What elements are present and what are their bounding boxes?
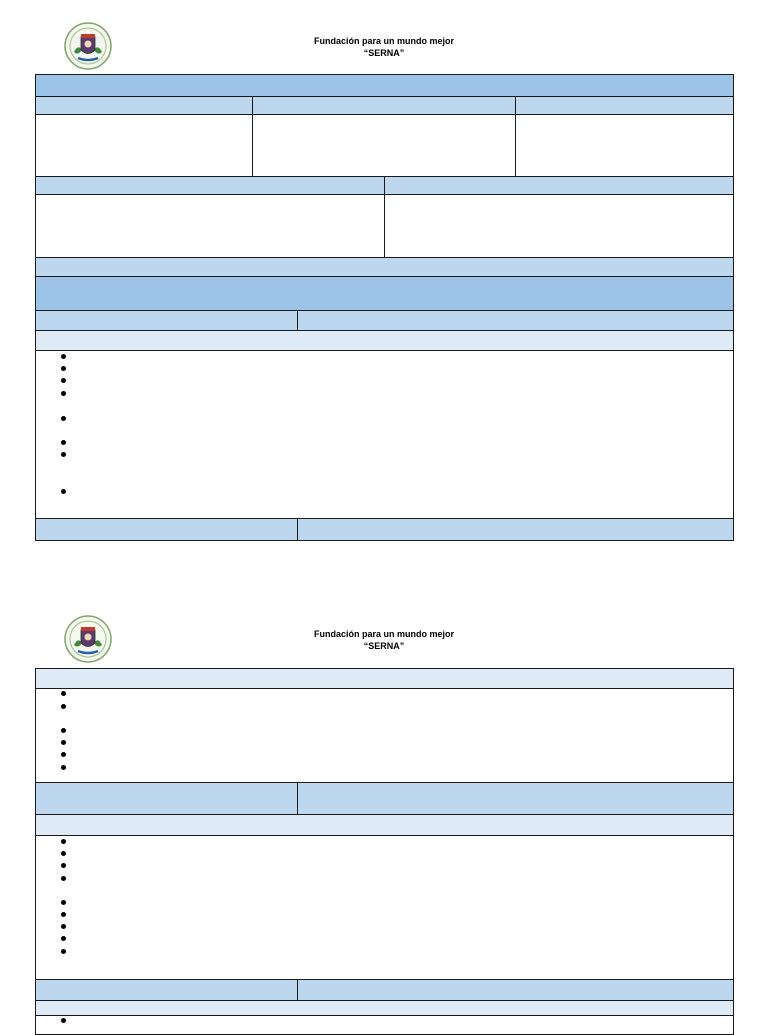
field-header-cell [297, 310, 734, 331]
field-header-cell [35, 518, 298, 541]
foundation-seal-logo [64, 22, 112, 70]
list-header-cell [35, 814, 734, 836]
bullet-list-cell[interactable] [35, 350, 734, 519]
field-value-cell[interactable] [35, 114, 253, 177]
list-bullet [61, 900, 66, 905]
field-header-cell [515, 96, 734, 115]
field-value-cell[interactable] [515, 114, 734, 177]
organization-acronym: “SERNA” [363, 48, 405, 58]
field-value-cell[interactable] [252, 114, 516, 177]
list-bullet [61, 752, 66, 757]
organization-name: Fundación para un mundo mejor [313, 36, 454, 46]
field-header-cell [35, 310, 298, 331]
field-header-cell [35, 782, 298, 815]
list-bullet [61, 452, 66, 457]
list-header-cell [35, 668, 734, 689]
section-header-cell [35, 257, 734, 277]
field-header-cell [252, 96, 516, 115]
field-header-cell [35, 979, 298, 1001]
list-bullet [61, 851, 66, 856]
list-bullet [61, 740, 66, 745]
list-bullet [61, 691, 66, 696]
field-header-cell [35, 96, 253, 115]
organization-name: Fundación para un mundo mejor [313, 629, 454, 639]
section-title-cell [35, 74, 734, 97]
field-header-cell [297, 979, 734, 1001]
list-bullet [61, 949, 66, 954]
list-bullet [61, 704, 66, 709]
list-bullet [61, 489, 66, 494]
field-value-cell[interactable] [35, 194, 385, 258]
organization-acronym: “SERNA” [363, 641, 405, 651]
list-bullet [61, 391, 66, 396]
page-header [284, 628, 484, 652]
bullet-list-cell[interactable] [35, 1015, 734, 1035]
list-bullet [61, 354, 66, 359]
list-bullet [61, 924, 66, 929]
page-header [284, 35, 484, 59]
list-bullet [61, 366, 66, 371]
field-header-cell [297, 782, 734, 815]
list-bullet [61, 839, 66, 844]
list-bullet [61, 440, 66, 445]
list-bullet [61, 416, 66, 421]
list-bullet [61, 378, 66, 383]
list-bullet [61, 876, 66, 881]
bullet-list-cell[interactable] [35, 835, 734, 980]
list-header-cell [35, 330, 734, 351]
list-bullet [61, 1018, 66, 1023]
list-bullet [61, 728, 66, 733]
field-header-cell [384, 176, 734, 195]
field-value-cell[interactable] [384, 194, 734, 258]
foundation-seal-logo [64, 615, 112, 663]
bullet-list-cell[interactable] [35, 688, 734, 783]
list-bullet [61, 912, 66, 917]
list-bullet [61, 863, 66, 868]
field-header-cell [297, 518, 734, 541]
list-bullet [61, 765, 66, 770]
section-title-cell [35, 276, 734, 311]
field-header-cell [35, 176, 385, 195]
list-header-cell [35, 1000, 734, 1016]
list-bullet [61, 936, 66, 941]
